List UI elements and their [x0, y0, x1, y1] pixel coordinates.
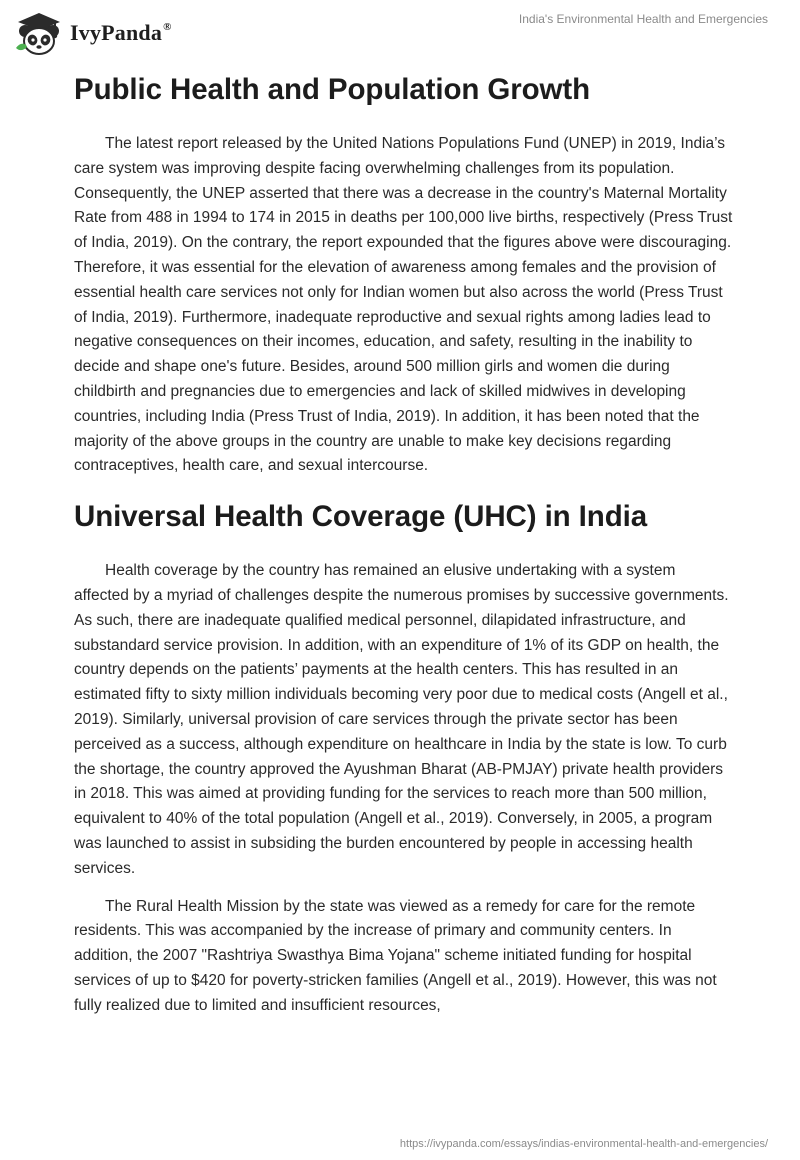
brand-name: IvyPanda® [70, 20, 172, 45]
paragraph: Health coverage by the country has remained an elusive undertaking with a system affected by a myriad of challenges despite the numerous promises by successive governments. As such, there are inadequate qualified medical personnel, dilapidated infrastructure, and substandard service provision. In addition, with an expenditure of 1% of its GDP on health, the country depends on the patients’ payments at the health centers. This has resulted in an estimated fifty to sixty million individuals becoming very poor due to medical costs (Angell et al., 2019). Similarly, universal provision of care services through the private sector has been perceived as a success, although expenditure on healthcare in India by the state is low. To curb the shortage, the country approved the Ayushman Bharat (AB-PMJAY) private health providers in 2018. This was aimed at providing funding for the services to reach more than 500 million, equivalent to 40% of the total population (Angell et al., 2019). Conversely, in 2005, a program was launched to assist in subsiding the burden encountered by people in accessing health services. [74, 562, 729, 877]
section-heading: Universal Health Coverage (UHC) in India [74, 500, 648, 534]
source-url[interactable]: https://ivypanda.com/essays/indias-environmental-health-and-emergencies/ [399, 1138, 768, 1150]
panda-graduate-icon [14, 8, 64, 58]
section-heading: Public Health and Population Growth [74, 73, 591, 106]
registered-mark: ® [163, 20, 172, 33]
paragraph: The Rural Health Mission by the state was viewed as a remedy for care for the remote residents. This was accompanied by the increase of primary and community centers. In addition, the 2007 "Rashtriya Swasthya Bima Yojana" scheme initiated funding for hospital services of up to $420 for poverty-stricken families (Angell et al., 2019). However, this was not fully realized due to limited and insufficient resources, [74, 897, 717, 1014]
brand-logo[interactable] [14, 8, 172, 58]
article-body [74, 70, 734, 1032]
page-header [0, 0, 800, 68]
document-title: India's Environmental Health and Emergencies [518, 12, 768, 26]
paragraph: The latest report released by the United Nations Populations Fund (UNEP) in 2019, India’s care system was improving despite facing overwhelming challenges from its population. Consequently, the UNEP asserted that there was a decrease in the country's Maternal Mortality Rate from 488 in 1994 to 174 in 2015 in deaths per 100,000 live births, respectively (Press Trust of India, 2019). On the contrary, the report expounded that the figures above were discouraging. Therefore, it was essential for the elevation of awareness among females and the provision of essential health care services not only for Indian women but also across the world (Press Trust of India, 2019). Furthermore, inadequate reproductive and sexual rights among ladies lead to negative consequences on their incomes, education, and safety, resulting in the inability to decide and shape one's future. Besides, around 500 million girls and women die during childbirth and pregnancies due to emergencies and lack of skilled midwives in developing countries, including India (Press Trust of India, 2019). In addition, it has been noted that the majority of the above groups in the country are unable to make key decisions regarding contraceptives, health care, and sexual intercourse. [74, 135, 733, 475]
